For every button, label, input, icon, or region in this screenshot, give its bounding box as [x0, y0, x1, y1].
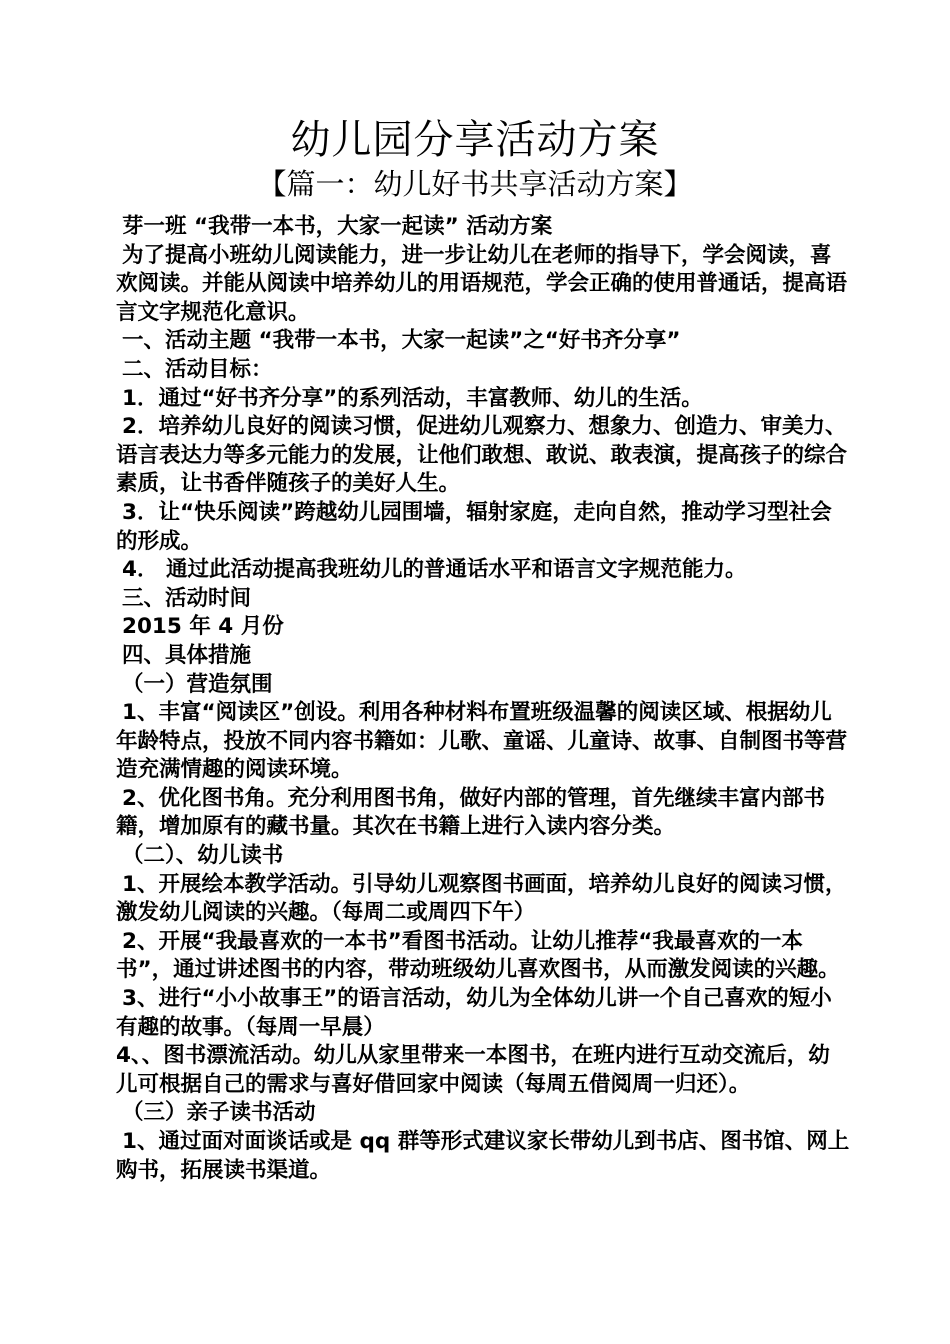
paragraph-goal-1: 1．通过“好书齐分享”的系列活动，丰富教师、幼儿的生活。 [122, 385, 703, 411]
paragraph-goal-3: 3．让“快乐阅读”跨越幼儿园围墙，辐射家庭，走向自然，推动学习型社会的形成。 [116, 499, 832, 554]
paragraph-subsection-1: （一）营造氛围 [122, 671, 273, 697]
paragraph-goal-2: 2．培养幼儿良好的阅读习惯，促进幼儿观察力、想象力、创造力、审美力、语言表达力等多元能力的发展，让他们敢想、敢说、敢表演，提高孩子的综合素质，让书香伴随孩子的美好人生。 [116, 414, 848, 497]
paragraph-measure-2-1: 1、开展绘本教学活动。引导幼儿观察图书画面，培养幼儿良好的阅读习惯，激发幼儿阅读的兴趣。（每周二或周四下午） [116, 871, 847, 926]
paragraph-measure-2-2: 2、开展“我最喜欢的一本书”看图书活动。让幼儿推荐“我最喜欢的一本书”，通过讲述图书的内容，带动班级幼儿喜欢图书，从而激发阅读的兴趣。 [116, 928, 840, 983]
paragraph-subsection-2: （二）、幼儿读书 [122, 843, 284, 869]
paragraph-measure-1-1: 1、丰富“阅读区”创设。利用各种材料布置班级温馨的阅读区域、根据幼儿年龄特点，投放不同内容书籍如：儿歌、童谣、儿童诗、故事、自制图书等营造充满情趣的阅读环境。 [116, 700, 848, 783]
paragraph-heading-activity: 芽一班 “我带一本书，大家一起读” 活动方案 [122, 214, 553, 239]
paragraph-section-4: 四、具体措施 [122, 642, 252, 668]
paragraph-measure-2-4: 4、、图书漂流活动。幼儿从家里带来一本图书，在班内进行互动交流后，幼儿可根据自己的需求与喜好借回家中阅读（每周五借阅周一归还）。 [116, 1043, 830, 1097]
paragraph-measure-2-3: 3、进行“小小故事王”的语言活动，幼儿为全体幼儿讲一个自己喜欢的短小有趣的故事。（每周一早晨） [116, 986, 832, 1040]
paragraph-section-3: 三、活动时间 [122, 585, 252, 611]
paragraph-intro: 为了提高小班幼儿阅读能力，进一步让幼儿在老师的指导下，学会阅读，喜欢阅读。并能从阅读中培养幼儿的用语规范，学会正确的使用普通话，提高语言文字规范化意识。 [116, 242, 848, 325]
paragraph-measure-1-2: 2、优化图书角。充分利用图书角，做好内部的管理，首先继续丰富内部书籍，增加原有的藏书量。其次在书籍上进行入读内容分类。 [116, 785, 825, 840]
paragraph-goal-4: 4． 通过此活动提高我班幼儿的普通话水平和语言文字规范能力。 [122, 557, 747, 583]
paragraph-section-1: 一、活动主题 “我带一本书，大家一起读”之“好书齐分享” [122, 328, 681, 354]
paragraph-date: 2015 年 4 月份 [122, 614, 284, 640]
paragraph-subsection-3: （三）亲子读书活动 [122, 1100, 316, 1126]
paragraph-measure-3-1: 1、通过面对面谈话或是 qq 群等形式建议家长带幼儿到书店、图书馆、网上购书，拓展读书渠道。 [116, 1129, 850, 1183]
document-title: 幼儿园分享活动方案 [290, 117, 660, 163]
document-body [116, 213, 851, 1185]
paragraph-section-2: 二、活动目标： [122, 356, 273, 382]
document-subtitle: 【篇一：幼儿好书共享活动方案】 [257, 167, 693, 201]
